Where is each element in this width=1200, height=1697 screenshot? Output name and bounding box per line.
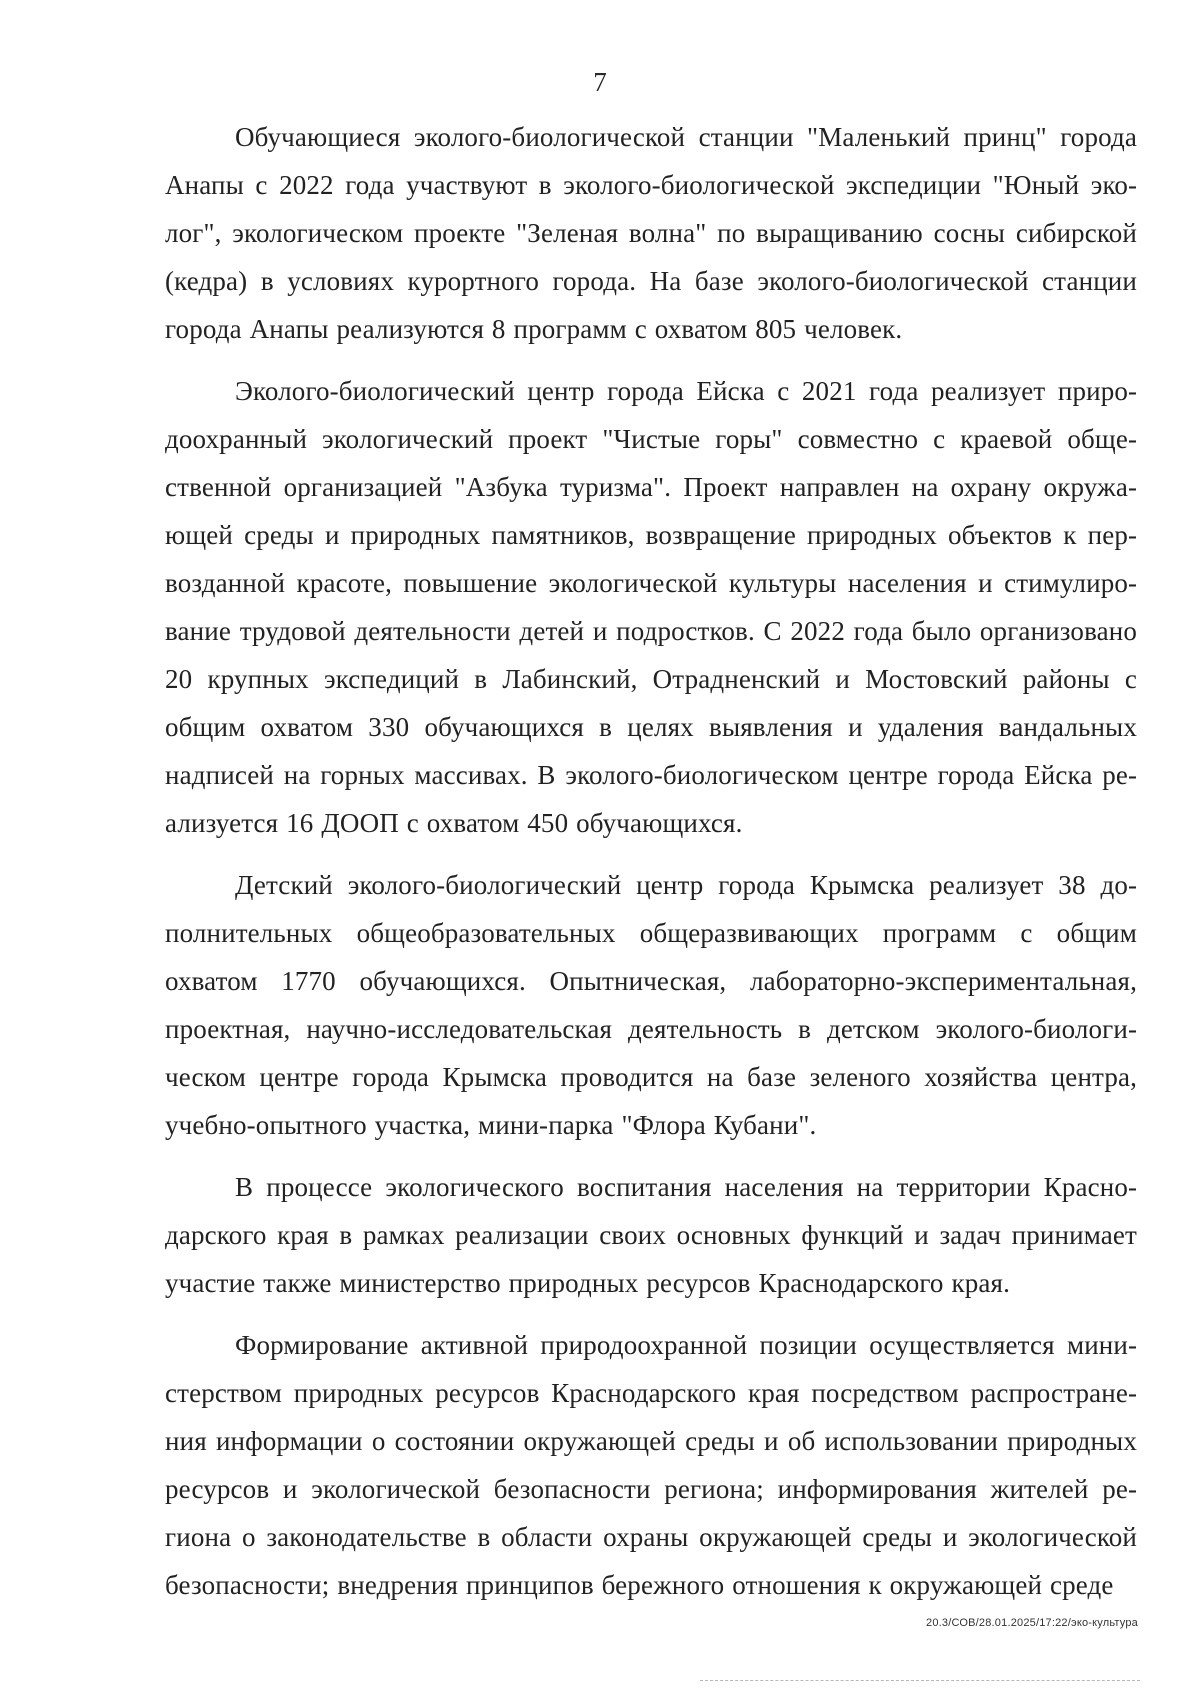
paragraph-krymsk-center: Детский эколого-биологический центр города Крымска реализует 38 дополнительных общеобразовательных общеразвивающих программ с общим охватом 1770 обучающихся. Опытническая, лабораторно-экспериментальная, проектная, научно-исследовательская деятельность в детском эколого-биологическом центре города Крымска проводится на базе зеленого хозяйства центра, учебно-опытного участка, мини-парка "Флора Кубани". bbox=[165, 870, 1137, 1140]
paragraph-ministry-activities: Формирование активной природоохранной позиции осуществляется министерством природных ресурсов Краснодарского края посредством распространения информации о состоянии окружающей среды и об использовании природных ресурсов и экологической безопасности региона; информирования жителей региона о законодательстве в области охраны окружающей среды и экологической безопасности; внедрения принципов бережного отношения к окружающей среде bbox=[165, 1330, 1137, 1600]
paragraph-ministry-participation: В процессе экологического воспитания населения на территории Краснодарского края в рамках реализации своих основных функций и задач принимает участие также министерство природных ресурсов Краснодарского края. bbox=[165, 1172, 1137, 1298]
paragraph-anapa-station: Обучающиеся эколого-биологической станции "Маленький принц" города Анапы с 2022 года участвуют в эколого-биологической экспедиции "Юный эколог", экологическом проекте "Зеленая волна" по выращиванию сосны сибирской (кедра) в условиях курортного города. На базе эколого-биологической станции города Анапы реализуются 8 программ с охватом 805 человек. bbox=[165, 122, 1137, 344]
body-text bbox=[165, 113, 1137, 1623]
page-number: 7 bbox=[593, 67, 607, 97]
paragraph-yeysk-center: Эколого-биологический центр города Ейска с 2021 года реализует природоохранный экологический проект "Чистые горы" совместно с краевой общественной организацией "Азбука туризма". Проект направлен на охрану окружающей среды и природных памятников, возвращение природных объектов к первозданной красоте, повышение экологической культуры населения и стимулирование трудовой деятельности детей и подростков. С 2022 года было организовано 20 крупных экспедиций в Лабинский, Отрадненский и Мостовский районы с общим охватом 330 обучающихся в целях выявления и удаления вандальных надписей на горных массивах. В эколого-биологическом центре города Ейска реализуется 16 ДООП с охватом 450 обучающихся. bbox=[165, 376, 1137, 838]
scan-edge-line bbox=[700, 1680, 1140, 1681]
document-stamp: 20.3/СОВ/28.01.2025/17:22/эко-культура bbox=[926, 1617, 1138, 1629]
